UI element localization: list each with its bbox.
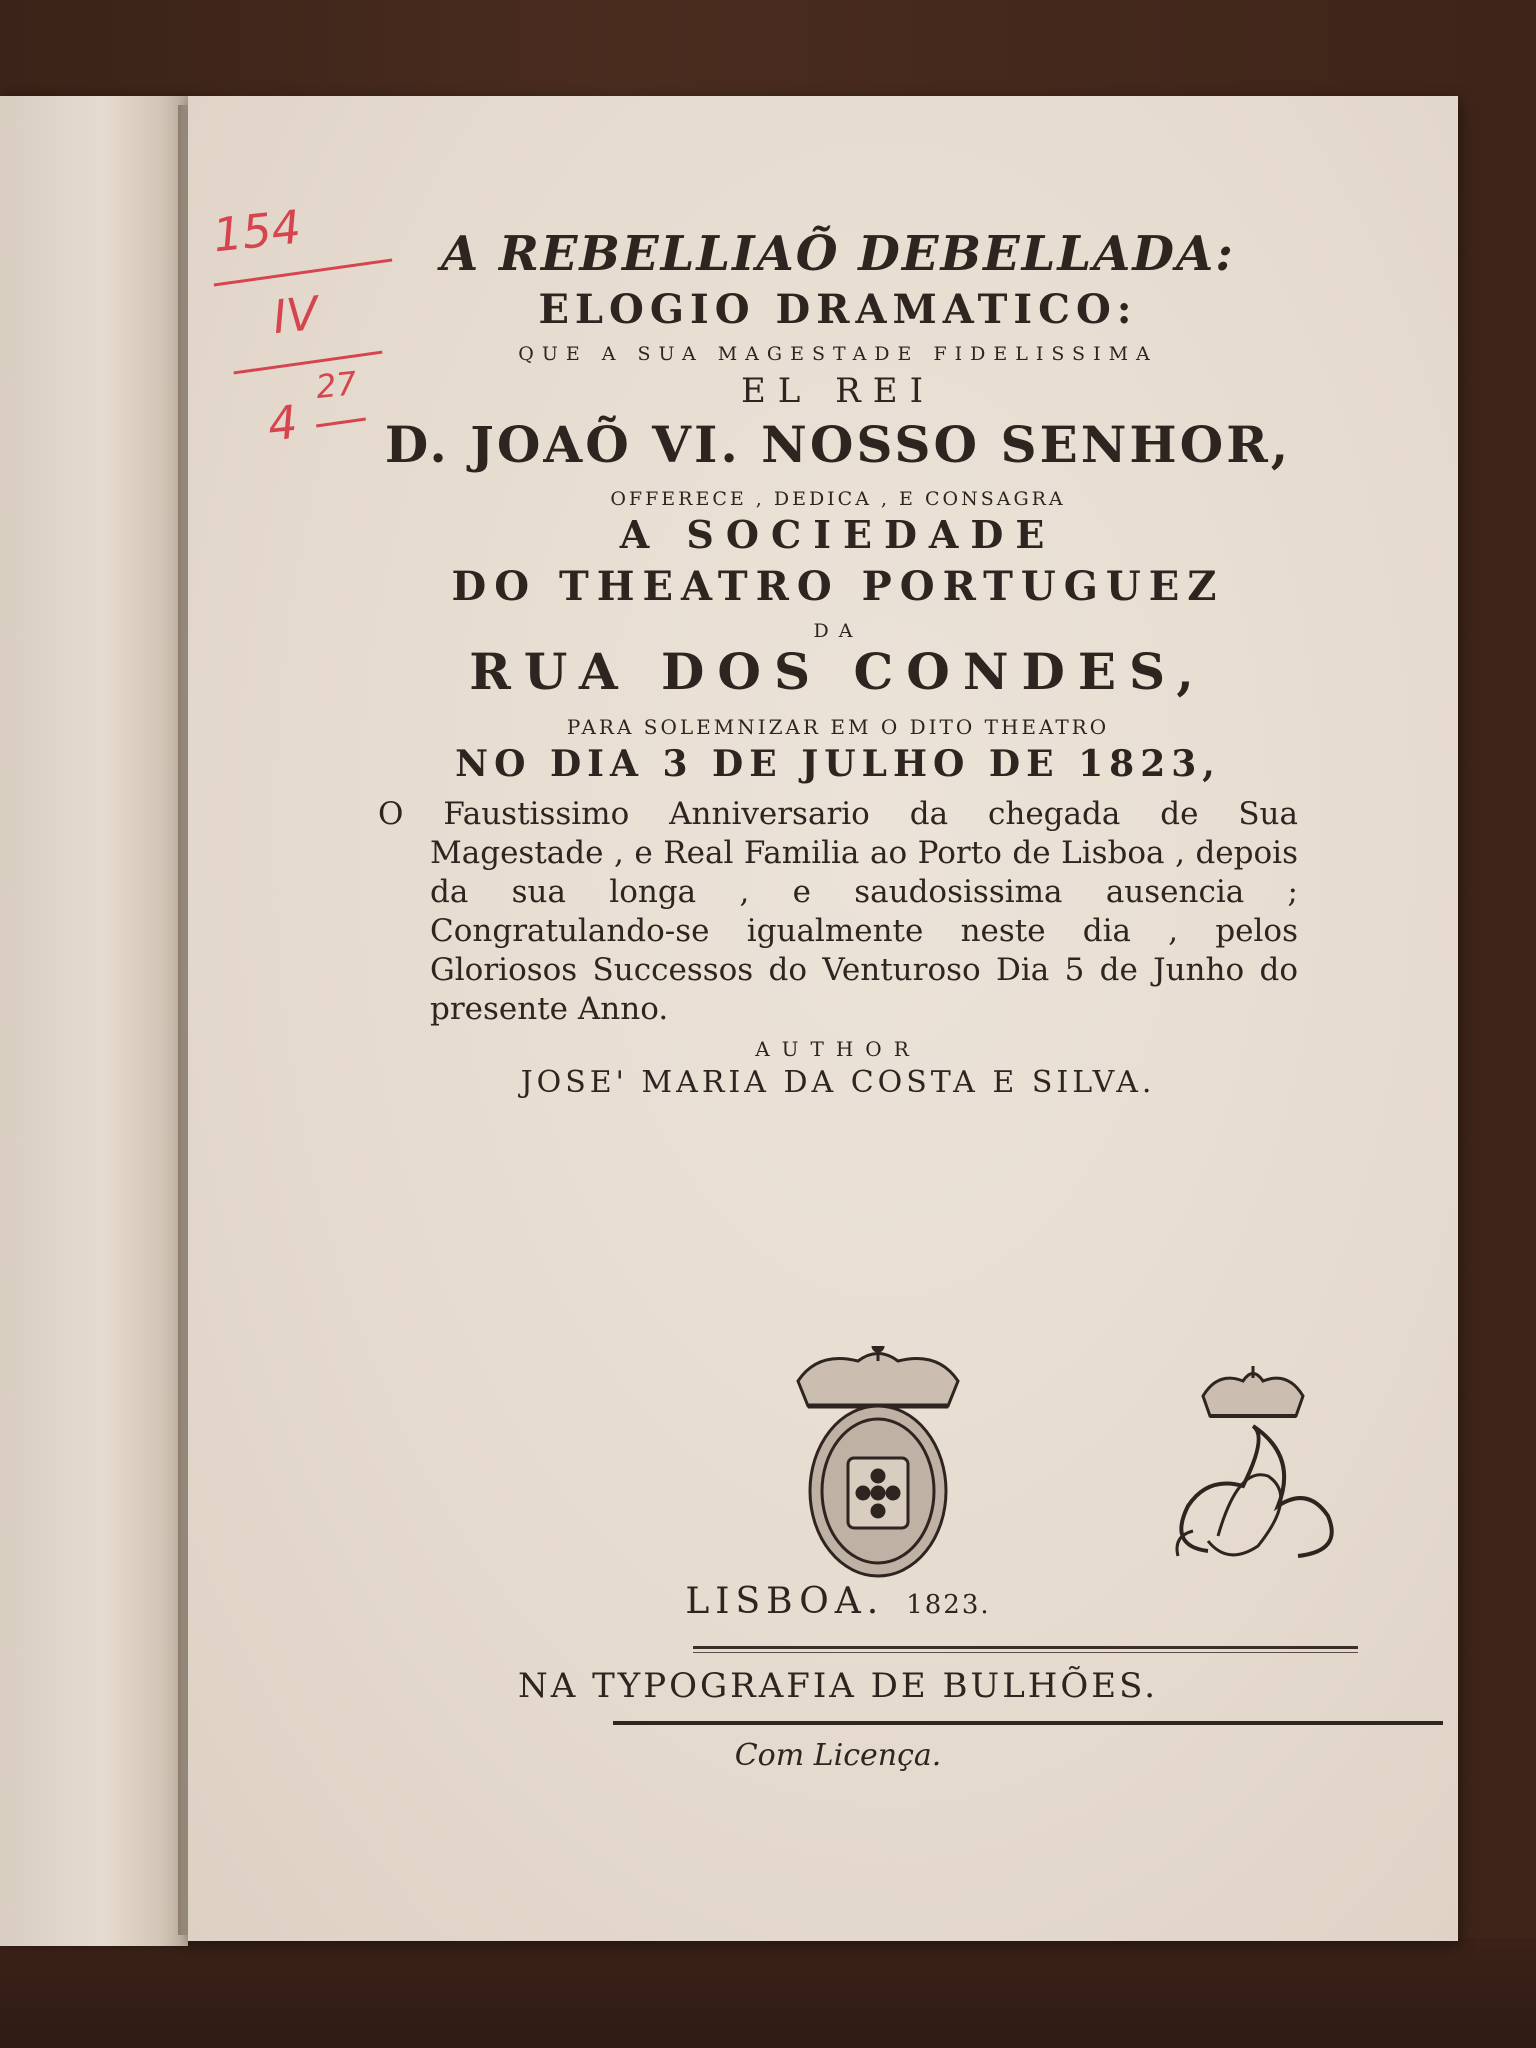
description-paragraph: O Faustissimo Anniversario da chegada de Sua Magestade , e Real Familia ao Porto de Lisboa , depois da sua longa , e saudosissima ausencia ; Congratulando-se igualmente neste dia , pelos Gloriosos Successos do Venturoso Dia 5 de Junho do presente Anno. (378, 796, 1298, 1027)
imprint-place (378, 1581, 1298, 1622)
shelfmark-rule-2 (234, 351, 383, 375)
shelfmark-line-2: IV (270, 285, 321, 345)
imprint-rule-top-thin (693, 1652, 1358, 1653)
king-name-line: D. JOAÕ VI. NOSSO SENHOR, (384, 415, 1292, 474)
offer-line: OFFERECE , DEDICA , E CONSAGRA (610, 488, 1066, 510)
da-line: DA (813, 620, 863, 642)
shelfmark-rule-1 (214, 258, 393, 286)
theatre-line: DO THEATRO PORTUGUEZ (451, 563, 1225, 610)
shelfmark-rule-3 (316, 418, 366, 428)
crowned-monogram-icon (1177, 1366, 1332, 1556)
dedication-line: QUE A SUA MAGESTADE FIDELISSIMA (518, 343, 1158, 365)
occasion-line: PARA SOLEMNIZAR EM O DITO THEATRO (566, 715, 1110, 739)
imprint-city: LISBOA. (685, 1581, 885, 1622)
author-label: AUTHOR (755, 1037, 921, 1061)
imprint-year: 1823. (906, 1590, 991, 1620)
imprint-rule-top (693, 1646, 1358, 1649)
author-name: JOSE' MARIA DA COSTA E SILVA. (520, 1065, 1156, 1100)
emblems (748, 1346, 1428, 1596)
shelfmark-superscript: 27 (314, 363, 359, 407)
title-page (188, 96, 1458, 1941)
shelfmark-line-1: 154 (210, 199, 304, 263)
imprint-license: Com Licença. (734, 1738, 942, 1773)
street-line: RUA DOS CONDES, (469, 642, 1207, 701)
society-line: A SOCIEDADE (619, 512, 1057, 557)
el-rei-line: EL REI (740, 371, 936, 411)
table-surface (0, 1938, 1536, 2048)
left-page-leaf (0, 96, 188, 1946)
imprint-rule-bottom (613, 1721, 1443, 1725)
shelfmark-line-3: 4 (265, 394, 301, 452)
subtitle: ELOGIO DRAMATICO: (538, 286, 1138, 333)
imprint-printer: NA TYPOGRAFIA DE BULHÕES. (517, 1666, 1159, 1706)
crowned-royal-arms-icon (798, 1346, 958, 1576)
main-title: A REBELLIAÕ DEBELLADA: (441, 226, 1235, 282)
title-block (378, 226, 1298, 1100)
date-line: NO DIA 3 DE JULHO DE 1823, (455, 743, 1221, 785)
